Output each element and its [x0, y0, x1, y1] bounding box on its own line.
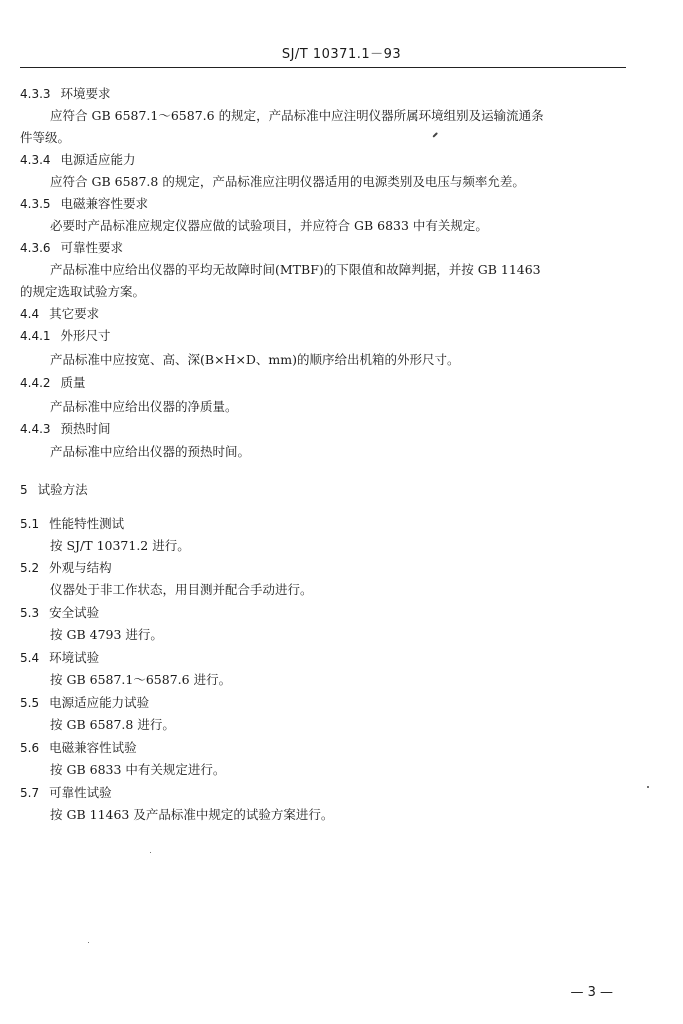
- section-title: 可靠性试验: [49, 785, 112, 800]
- section-title: 电磁兼容性试验: [49, 740, 137, 755]
- section-title: 预热时间: [60, 421, 111, 436]
- section-number: 4.3.6: [20, 241, 51, 255]
- section-title: 性能特性测试: [49, 516, 125, 531]
- section-heading-5-7: [20, 785, 112, 801]
- section-number: 4.3.4: [20, 153, 51, 167]
- paragraph-line: 按 GB 6833 中有关规定进行。: [50, 762, 226, 777]
- scan-artifact: [88, 942, 89, 943]
- paragraph-line: 应符合 GB 6587.1～6587.6 的规定，产品标准中应注明仪器所属环境组别及运输流通条: [50, 108, 544, 123]
- section-heading-5-2: [20, 560, 112, 576]
- section-title: 安全试验: [49, 605, 100, 620]
- section-title: 外观与结构: [49, 560, 112, 575]
- section-heading-4-4-1: [20, 328, 111, 344]
- section-number: 5.3: [20, 606, 40, 620]
- section-number: 5.4: [20, 651, 40, 665]
- paragraph-line: 按 GB 11463 及产品标准中规定的试验方案进行。: [50, 807, 334, 822]
- page-header: SJ/T 10371.1－93: [281, 47, 402, 62]
- section-heading-5-5: [20, 695, 149, 711]
- section-heading-4-3-5: [20, 196, 148, 212]
- paragraph-line: 按 GB 6587.8 进行。: [50, 717, 175, 732]
- section-title: 电源适应能力试验: [49, 695, 150, 710]
- section-heading-4-4: [20, 306, 99, 322]
- scan-artifact: [150, 852, 151, 853]
- section-number: 4.4: [20, 307, 40, 321]
- paragraph-line: 按 GB 4793 进行。: [50, 627, 163, 642]
- page-number: — 3 —: [570, 985, 613, 1000]
- section-number: 5.7: [20, 786, 40, 800]
- section-number: 4.4.2: [20, 376, 51, 390]
- section-number: 4.3.3: [20, 87, 51, 101]
- section-title: 质量: [60, 375, 86, 390]
- section-heading-4-3-6: [20, 240, 123, 256]
- scan-artifact: [647, 786, 649, 788]
- section-title: 外形尺寸: [60, 328, 111, 343]
- section-title: 环境要求: [60, 86, 111, 101]
- section-heading-4-4-2: [20, 375, 86, 391]
- header-rule: [20, 67, 626, 68]
- section-number: 5.6: [20, 741, 40, 755]
- section-number: 5.2: [20, 561, 40, 575]
- section-number: 5.1: [20, 517, 40, 531]
- paragraph-line: 件等级。: [20, 130, 71, 145]
- paragraph-line: 产品标准中应给出仪器的净质量。: [50, 399, 238, 414]
- scan-artifact: [432, 132, 437, 137]
- paragraph-line: 的规定选取试验方案。: [20, 284, 146, 299]
- section-title: 可靠性要求: [60, 240, 124, 255]
- section-title: 电磁兼容性要求: [60, 196, 149, 211]
- paragraph-line: 仪器处于非工作状态，用目测并配合手动进行。: [50, 582, 313, 597]
- paragraph-line: 按 SJ/T 10371.2 进行。: [50, 538, 190, 553]
- section-heading-4-3-3: [20, 86, 111, 102]
- section-title: 电源适应能力: [60, 152, 136, 167]
- paragraph-line: 必要时产品标准应规定仪器应做的试验项目，并应符合 GB 6833 中有关规定。: [50, 218, 488, 233]
- section-heading-5: [20, 482, 88, 498]
- section-number: 4.3.5: [20, 197, 51, 211]
- section-heading-5-4: [20, 650, 99, 666]
- section-heading-5-1: [20, 516, 124, 532]
- section-number: 5: [20, 483, 28, 497]
- paragraph-line: 应符合 GB 6587.8 的规定，产品标准应注明仪器适用的电源类别及电压与频率允差。: [50, 174, 525, 189]
- paragraph-line: 产品标准中应给出仪器的平均无故障时间(MTBF)的下限值和故障判据，并按 GB 11463: [50, 262, 541, 277]
- section-heading-4-4-3: [20, 421, 111, 437]
- section-title: 其它要求: [49, 306, 100, 321]
- section-title: 环境试验: [49, 650, 100, 665]
- section-heading-5-3: [20, 605, 99, 621]
- section-title: 试验方法: [37, 482, 88, 497]
- section-number: 4.4.1: [20, 329, 51, 343]
- paragraph-line: 产品标准中应给出仪器的预热时间。: [50, 444, 251, 459]
- paragraph-line: 按 GB 6587.1～6587.6 进行。: [50, 672, 232, 687]
- section-number: 4.4.3: [20, 422, 51, 436]
- section-number: 5.5: [20, 696, 40, 710]
- section-heading-4-3-4: [20, 152, 136, 168]
- section-heading-5-6: [20, 740, 137, 756]
- paragraph-line: 产品标准中应按宽、高、深(B×H×D、mm)的顺序给出机箱的外形尺寸。: [50, 352, 460, 367]
